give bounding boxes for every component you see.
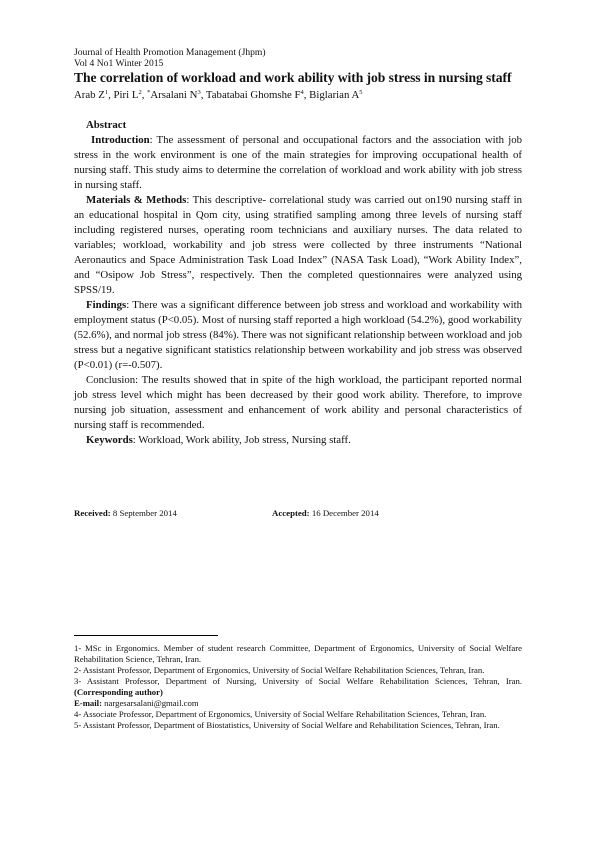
footnote-separator (74, 635, 218, 636)
abstract-conclusion: Conclusion: The results showed that in spite of the high workload, the participant reported normal job stress level which might has been decreased by their good work ability. Therefore, to improve nursing job situation, assessment and enhancement of work ability and personal characteristics of nursing staff is recommended. (74, 374, 522, 431)
paper-title: The correlation of workload and work ability with job stress in nursing staff (74, 70, 512, 85)
abstract-body (74, 118, 522, 448)
abstract-heading: Abstract (86, 119, 127, 131)
author-corresponding: *Arsalani $N^3$, (147, 89, 206, 101)
received-date: Received: 8 September 2014 (74, 508, 177, 518)
footnote-3: 3- Assistant Professor, Department of Nursing, University of Social Welfare Rehabilitation Sciences, Tehran, Iran. (Corresponding author) (74, 676, 522, 697)
author: Biglarian $A^5$ (309, 89, 363, 101)
abstract-methods: Materials & Methods: This descriptive- correlational study was carried out on190 nursing staff in an educational hospital in Qom city, using stratified sampling among three levels of nursing staff including registered nurses, operating room technicians and auxiliary nurses. The data related to variables; workload, workability and job stress were collected by three instruments “National Aeronautics and Space Administration Task Load Index” (NASA Task Load), “Work Ability Index”, and “Osipow Job Stress”, respectively. Then the completed questionnaires were analyzed using SPSS/19. (74, 194, 522, 296)
abstract-findings: Findings: There was a significant difference between job stress and workload and workability with employment status (P<0.05). Most of nursing staff reported a high workload (54.2%), good workability (52.6%), and normal job stress (84%). There was not significant relationship between workload and job stress but a negative significant statistics relationship between workability and job stress was observed (P<0.01) (r=-0.507). (74, 299, 522, 371)
footnote-4: 4- Associate Professor, Department of Ergonomics, University of Social Welfare Rehabilitation Sciences, Tehran, Iran. (74, 709, 487, 719)
footnote-email: E-mail: nargesarsalani@gmail.com (74, 698, 199, 708)
footnote-2: 2- Assistant Professor, Department of Ergonomics, University of Social Welfare Rehabilitation Sciences, Tehran, Iran. (74, 665, 485, 675)
footnotes (74, 643, 522, 731)
author: Piri $L^2$, (113, 89, 148, 101)
footnote-5: 5- Assistant Professor, Department of Biostatistics, University of Social Welfare and Rehabilitation Sciences, Tehran, Iran. (74, 720, 500, 730)
email-link[interactable]: nargesarsalani@gmail.com (102, 698, 199, 708)
journal-name: Journal of Health Promotion Management (Jhpm) (74, 47, 266, 58)
author: Arab $Z^1$, (74, 89, 114, 101)
abstract-keywords: Keywords: Workload, Work ability, Job stress, Nursing staff. (86, 434, 351, 446)
journal-volume: Vol 4 No1 Winter 2015 (74, 58, 164, 69)
footnote-1: 1- MSc in Ergonomics. Member of student research Committee, Department of Ergonomics, University of Social Welfare Rehabilitation Science, Tehran, Iran. (74, 643, 522, 664)
abstract-introduction: Introduction: The assessment of personal and occupational factors and the association with job stress in the work environment is one of the main strategies for improving occupational health of nursing staff. This study aims to determine the correlation of workload and work ability with job stress in nursing staff. (74, 134, 522, 191)
accepted-date: Accepted: 16 December 2014 (272, 508, 379, 518)
author: Tabatabai Ghomshe $F^4$, (205, 89, 310, 101)
author-list (74, 89, 363, 102)
